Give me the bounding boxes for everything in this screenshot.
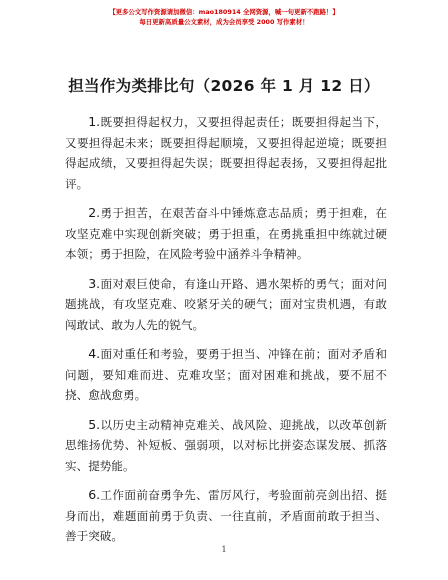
paragraph: [65, 274, 387, 336]
paragraph-number: 2.: [88, 205, 101, 220]
paragraph-number: 3.: [88, 275, 101, 291]
paragraph-text: 面对重任和考验，要勇于担当、冲锋在前；面对矛盾和问题，要知难而进、克难攻坚；面对困难和挑战，要不屈不挠、愈战愈勇。: [65, 347, 387, 402]
paragraph-text: 面对艰巨使命，有逢山开路、遇水架桥的勇气；面对问题挑战，有攻坚克难、咬紧牙关的硬气；面对宝贵机遇，有敢闯敢试、敢为人先的锐气。: [65, 276, 387, 332]
document-body: [65, 112, 387, 556]
paragraph-text: 勇于担苦，在艰苦奋斗中锤炼意志品质；勇于担难，在攻坚克难中实现创新突破；勇于担重，在勇挑重担中练就过硬本领；勇于担险，在风险考验中涵养斗争精神。: [65, 206, 387, 261]
paragraph: [65, 112, 387, 194]
paragraph: [65, 203, 387, 265]
paragraph: [65, 415, 387, 477]
paragraph-text: 以历史主动精神克难关、战风险、迎挑战，以改革创新思维扬优势、补短板、强弱项，以对标比拼姿态谋发展、抓落实、提势能。: [65, 417, 387, 473]
paragraph: [65, 485, 387, 547]
page-number: 1: [221, 545, 227, 554]
promo-banner-line-1: 【更多公文写作资源请加微信：mao180914 全网资源，喊一句更新不跑路！】: [109, 8, 339, 16]
paragraph-number: 5.: [88, 416, 101, 432]
promo-banner-line-2: 每日更新高质量公文素材，成为会员享受 2000 写作素材！: [139, 18, 309, 26]
document-title: 担当作为类排比句（2026 年 1 月 12 日）: [68, 77, 380, 95]
paragraph-text: 工作面前奋勇争先、雷厉风行，考验面前亮剑出招、挺身而出，难题面前勇于负责、一往直前，矛盾面前敢于担当、善于突破。: [65, 488, 387, 543]
paragraph-number: 4.: [88, 346, 101, 361]
paragraph: [65, 344, 387, 406]
paragraph-text: 既要担得起权力，又要担得起责任；既要担得起当下，又要担得起未来；既要担得起顺境，又要担得起逆境；既要担得起成绩，又要担得起失误；既要担得起表扬，又要担得起批评。: [65, 115, 387, 191]
promo-banner: [36, 7, 412, 27]
paragraph-number: 6.: [88, 487, 101, 502]
paragraph-number: 1.: [88, 114, 101, 129]
